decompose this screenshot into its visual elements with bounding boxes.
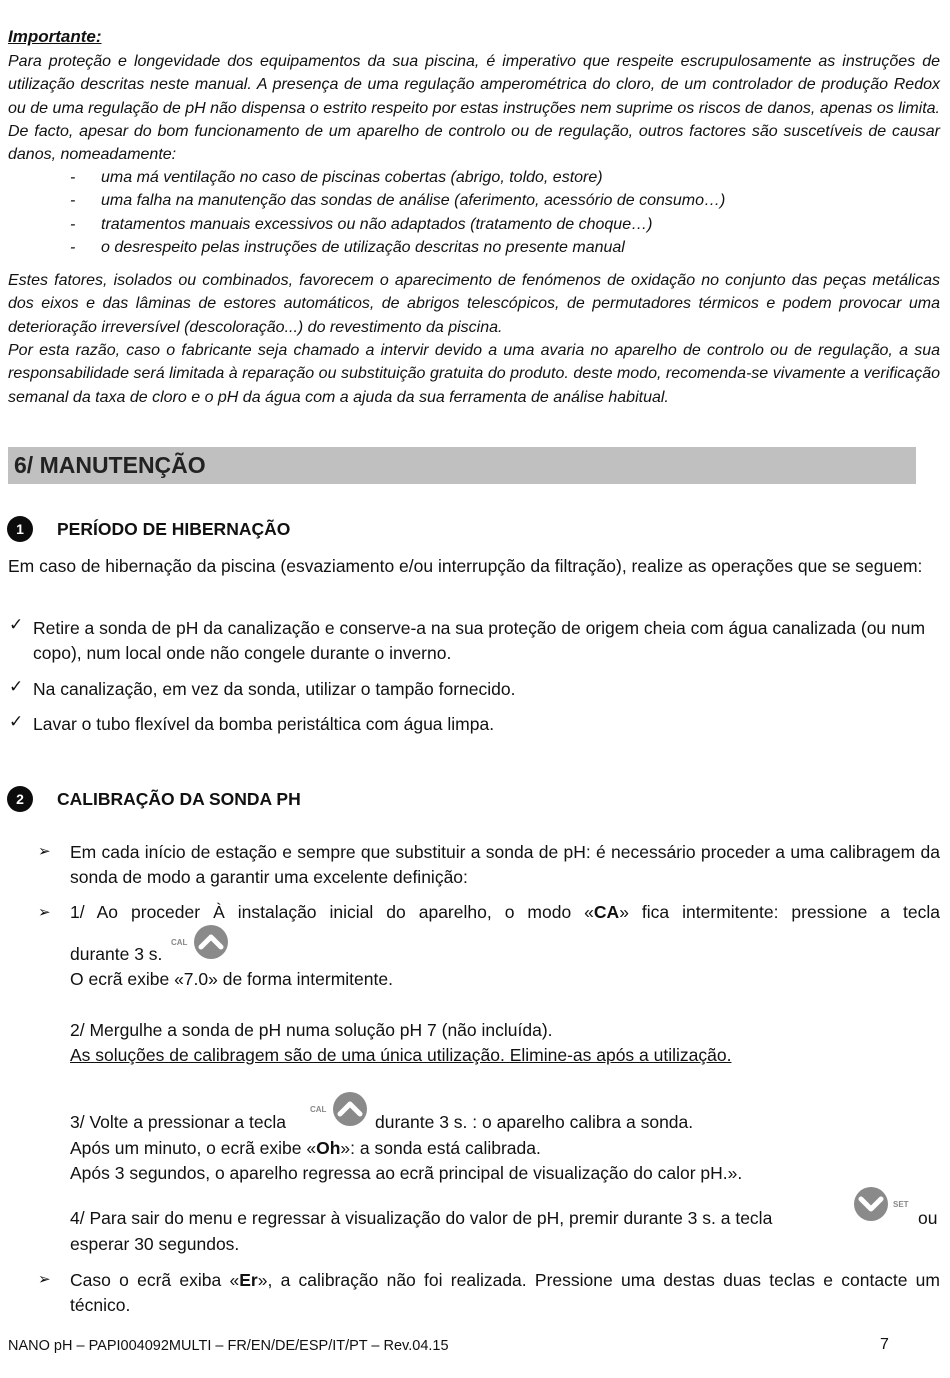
step-text-line: [70, 1136, 541, 1161]
important-paragraph-3: Por esta razão, caso o fabricante seja chamado a intervir devido a uma avaria no aparelho de controlo ou de regulação, a sua responsabilidade será limitada à reparação ou substituição gratuita do produto. deste modo, recomenda-se vivamente a verificação semanal da taxa de cloro e o pH da água com a ajuda da sua ferramenta de análise habitual.: [8, 342, 940, 406]
step-text: Após 3 segundos, o aparelho regressa ao ecrã principal de visualização do calor pH.».: [70, 1163, 743, 1183]
hibernation-step: Lavar o tubo flexível da bomba peristáltica com água limpa.: [33, 714, 495, 734]
page-number: 7: [880, 1336, 889, 1353]
calibration-heading: CALIBRAÇÃO DA SONDA PH: [57, 789, 301, 809]
key-label: CAL: [310, 1105, 327, 1114]
dash-marker: -: [70, 192, 76, 209]
step-number-badge: 1: [7, 516, 33, 542]
step-text: Caso o ecrã exiba «: [70, 1270, 240, 1290]
step-text: » fica intermitente: pressione a tecla: [619, 902, 940, 922]
dash-marker: -: [70, 216, 76, 233]
arrow-bullet-icon: ➢: [38, 1271, 51, 1288]
error-code: Er: [239, 1270, 258, 1290]
calibration-intro: Em cada início de estação e sempre que substituir a sonda de pH: é necessário proceder a uma calibragem da sonda de modo a garantir uma excelente definição:: [70, 842, 940, 887]
calibration-error-note: [70, 1268, 940, 1318]
step-text: Após um minuto, o ecrã exibe «: [70, 1138, 317, 1158]
chevron-up-icon: [194, 925, 228, 959]
step-number-badge: 2: [7, 786, 33, 812]
step-text: 1/ Ao proceder À instalação inicial do aparelho, o modo «: [70, 902, 594, 922]
important-paragraph-1: Para proteção e longevidade dos equipamentos da sua piscina, é imperativo que respeite escrupulosamente as instruções de utilização descritas neste manual. A presença de uma regulação amperométrica do cloro, de um controlador de produção Redox ou de uma regulação de pH não dispensa o estrito respeito por estas instruções nem suprime os riscos de danos, apenas os limita. De facto, apesar do bom funcionamento de um aparelho de controlo ou de regulação, outros factores são suscetíveis de causar danos, nomeadamente:: [8, 53, 940, 164]
arrow-bullet-icon: ➢: [38, 904, 51, 921]
footer-document-ref: NANO pH – PAPI004092MULTI – FR/EN/DE/ESP/IT/PT – Rev.04.15: [8, 1338, 449, 1354]
key-label: SET: [893, 1200, 909, 1209]
set-key-button[interactable]: [853, 1186, 915, 1222]
hibernation-step: Retire a sonda de pH da canalização e conserve-a na sua proteção de origem cheia com água canalizada (ou num copo), num local onde não congele durante o inverno.: [33, 618, 926, 663]
important-title: Importante:: [8, 27, 102, 46]
risk-item: o desrespeito pelas instruções de utilização descritas no presente manual: [101, 239, 625, 256]
dash-marker: -: [70, 169, 76, 186]
cal-key-button[interactable]: [170, 924, 232, 960]
arrow-bullet-icon: ➢: [38, 843, 51, 860]
checkmark-icon: ✓: [9, 615, 24, 634]
checkmark-icon: ✓: [9, 677, 24, 696]
risk-list: [0, 166, 950, 260]
risk-item: tratamentos manuais excessivos ou não adaptados (tratamento de choque…): [101, 216, 653, 233]
hibernation-intro: Em caso de hibernação da piscina (esvaziamento e/ou interrupção da filtração), realize as operações que se seguem:: [8, 556, 923, 576]
step-text: esperar 30 segundos.: [70, 1234, 240, 1254]
cal-key-button[interactable]: [309, 1091, 371, 1127]
calibration-step-1-line: [70, 900, 940, 925]
important-paragraph-2: Estes fatores, isolados ou combinados, favorecem o aparecimento de fenómenos de oxidação no conjunto das peças metálicas dos eixos e das lâminas de estores automáticos, de abrigos telescópicos, de permutadores térmicos e podem provocar uma deterioração irreversível (descoloração...) do revestimento da piscina.: [8, 272, 940, 336]
mode-code: CA: [593, 902, 620, 922]
step-text: durante 3 s. : o aparelho calibra a sonda.: [375, 1112, 694, 1132]
key-label: CAL: [171, 938, 188, 947]
risk-item: uma falha na manutenção das sondas de análise (aferimento, acessório de consumo…): [101, 192, 726, 209]
chevron-down-icon: [854, 1187, 888, 1221]
hibernation-heading: PERÍODO DE HIBERNAÇÃO: [57, 519, 291, 539]
step-text: 2/ Mergulhe a sonda de pH numa solução pH 7 (não incluída).: [70, 1020, 553, 1040]
step-text: », a calibração não foi realizada. Pressione uma destas duas teclas e contacte um técnico.: [70, 1270, 940, 1315]
step-text: 4/ Para sair do menu e regressar à visualização do valor de pH, premir durante 3 s. a tecla: [70, 1208, 773, 1228]
dash-marker: -: [70, 239, 76, 256]
step-text: 3/ Volte a pressionar a tecla: [70, 1112, 286, 1132]
step-text: »: a sonda está calibrada.: [340, 1138, 541, 1158]
display-code: Oh: [316, 1138, 341, 1158]
step-text: ou: [918, 1208, 938, 1228]
section-title: 6/ MANUTENÇÃO: [14, 452, 206, 478]
calibration-warning: As soluções de calibragem são de uma única utilização. Elimine-as após a utilização.: [70, 1045, 732, 1065]
step-text: durante 3 s.: [70, 944, 163, 964]
section-header: [8, 447, 916, 484]
hibernation-step: Na canalização, em vez da sonda, utilizar o tampão fornecido.: [33, 679, 516, 699]
checkmark-icon: ✓: [9, 712, 24, 731]
step-text: O ecrã exibe «7.0» de forma intermitente.: [70, 969, 393, 989]
risk-item: uma má ventilação no caso de piscinas cobertas (abrigo, toldo, estore): [101, 169, 603, 186]
chevron-up-icon: [333, 1092, 367, 1126]
